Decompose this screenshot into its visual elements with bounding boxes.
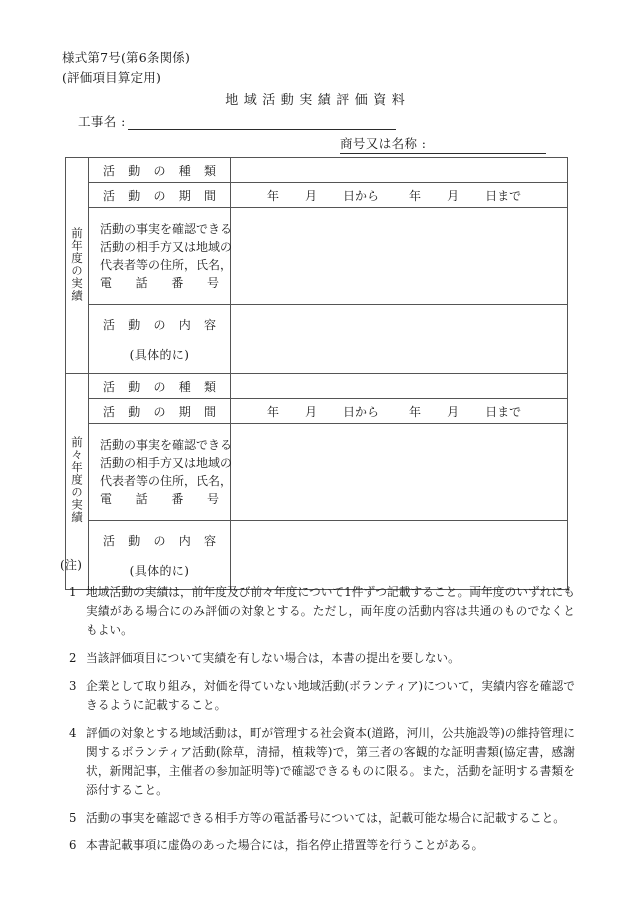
company-name-field — [340, 134, 546, 154]
activity-contact-entry[interactable] — [231, 208, 568, 305]
activity-period-entry[interactable] — [231, 399, 568, 424]
activity-kind-entry[interactable] — [231, 158, 568, 183]
activity-record-table — [65, 157, 568, 590]
activity-contact-label-text — [89, 436, 233, 509]
date-day-from: 日から — [343, 404, 380, 419]
activity-contact-label — [89, 208, 231, 305]
notes-heading: (注) — [60, 558, 83, 572]
note-text: 地域活動の実績は，前年度及び前々年度について1件ずつ記載すること。両年度のいずれにも実績がある場合にのみ評価の対象とする。ただし，両年度の活動内容は共通のものでなくともよい。 — [86, 585, 575, 637]
list-item — [60, 677, 575, 715]
activity-contact-label-text — [89, 220, 233, 293]
contact-label-line-2: 活動の相手方又は地域の — [100, 239, 233, 254]
date-month-to: 月 — [447, 404, 460, 419]
note-number: 5 — [69, 810, 77, 825]
activity-content-sublabel: (具体的に) — [129, 347, 190, 362]
contact-label-line-2: 活動の相手方又は地域の — [100, 455, 233, 470]
project-name-field — [78, 112, 396, 130]
document-title: 地域活動実績評価資料 — [225, 93, 411, 108]
activity-period-label — [89, 399, 231, 424]
date-month-from: 月 — [305, 188, 318, 203]
date-month-from: 月 — [305, 404, 318, 419]
date-day-to: 日まで — [485, 188, 522, 203]
activity-period-entry[interactable] — [231, 183, 568, 208]
date-day-from: 日から — [343, 188, 380, 203]
contact-label-line-1: 活動の事実を確認できる — [100, 437, 233, 452]
note-text: 企業として取り組み，対価を得ていない地域活動(ボランティア)について，実績内容を確認できるように記載すること。 — [86, 678, 575, 712]
date-month-to: 月 — [447, 188, 460, 203]
table-row — [66, 158, 568, 183]
table-row — [66, 305, 568, 374]
table-row — [66, 424, 568, 521]
activity-content-label-main: 活 動 の 内 容 — [103, 317, 216, 332]
activity-content-label-text — [89, 316, 230, 363]
contact-label-line-3: 代表者等の住所，氏名， — [100, 474, 233, 488]
activity-kind-entry[interactable] — [231, 374, 568, 399]
activity-kind-label — [89, 374, 231, 399]
activity-kind-label — [89, 158, 231, 183]
note-text: 活動の事実を確認できる相手方等の電話番号については，記載可能な場合に記載すること。 — [86, 810, 565, 825]
contact-label-line-3: 代表者等の住所，氏名， — [100, 258, 233, 272]
activity-period-label-text: 活 動 の 期 間 — [103, 188, 216, 203]
list-item — [60, 809, 575, 828]
activity-period-label-text: 活 動 の 期 間 — [103, 404, 216, 419]
date-range-text — [231, 187, 567, 204]
year-label-two-years-prior: 前々年度の実績 — [66, 374, 89, 590]
project-name-label: 工事名 : — [78, 114, 126, 129]
date-day-to: 日まで — [485, 404, 522, 419]
date-range-text — [231, 403, 567, 420]
note-number: 4 — [69, 725, 77, 740]
list-item — [60, 836, 575, 855]
note-text: 評価の対象とする地域活動は，町が管理する社会資本(道路，河川，公共施設等)の維持管理に関するボランティア活動(除草，清掃，植栽等)で，第三者の客観的な証明書類(協定書，感謝状，新聞記事，主催者の参加証明等)で確認できるものに限る。また，活動を証明する書類を添付すること。 — [86, 725, 575, 797]
activity-kind-label-text: 活 動 の 種 類 — [103, 379, 216, 394]
note-text: 当該評価項目について実績を有しない場合は，本書の提出を要しない。 — [86, 650, 460, 665]
form-number: 様式第7号(第6条関係) — [62, 50, 191, 65]
contact-label-line-4: 電 話 番 号 — [100, 492, 219, 507]
activity-content-label-main: 活 動 の 内 容 — [103, 533, 216, 548]
contact-label-line-1: 活動の事実を確認できる — [100, 221, 233, 236]
activity-content-sublabel: (具体的に) — [129, 563, 190, 578]
activity-contact-entry[interactable] — [231, 424, 568, 521]
company-name-label: 商号又は名称 : — [340, 134, 426, 154]
notes-section — [60, 556, 575, 864]
note-text: 本書記載事項に虚偽のあった場合には，指名停止措置等を行うことがある。 — [86, 838, 484, 853]
table-row — [66, 374, 568, 399]
activity-period-label — [89, 183, 231, 208]
list-item — [60, 583, 575, 640]
table-row — [66, 208, 568, 305]
date-year-to: 年 — [409, 188, 422, 203]
list-item — [60, 649, 575, 668]
contact-label-line-4: 電 話 番 号 — [100, 276, 219, 291]
year-label-previous: 前年度の実績 — [66, 158, 89, 374]
note-number: 3 — [69, 678, 77, 693]
activity-contact-label — [89, 424, 231, 521]
date-year-to: 年 — [409, 404, 422, 419]
date-year-from: 年 — [267, 404, 280, 419]
form-subtitle: (評価項目算定用) — [62, 70, 162, 85]
activity-content-label — [89, 305, 231, 374]
note-number: 1 — [69, 585, 77, 599]
table-row — [66, 183, 568, 208]
note-number: 2 — [69, 650, 77, 665]
company-name-input-rule[interactable] — [426, 138, 546, 154]
date-year-from: 年 — [267, 188, 280, 203]
list-item — [60, 724, 575, 800]
activity-content-entry[interactable] — [231, 305, 568, 374]
activity-kind-label-text: 活 動 の 種 類 — [103, 163, 216, 178]
project-name-input-rule[interactable] — [128, 114, 396, 130]
note-number: 6 — [69, 838, 77, 853]
table-row — [66, 399, 568, 424]
